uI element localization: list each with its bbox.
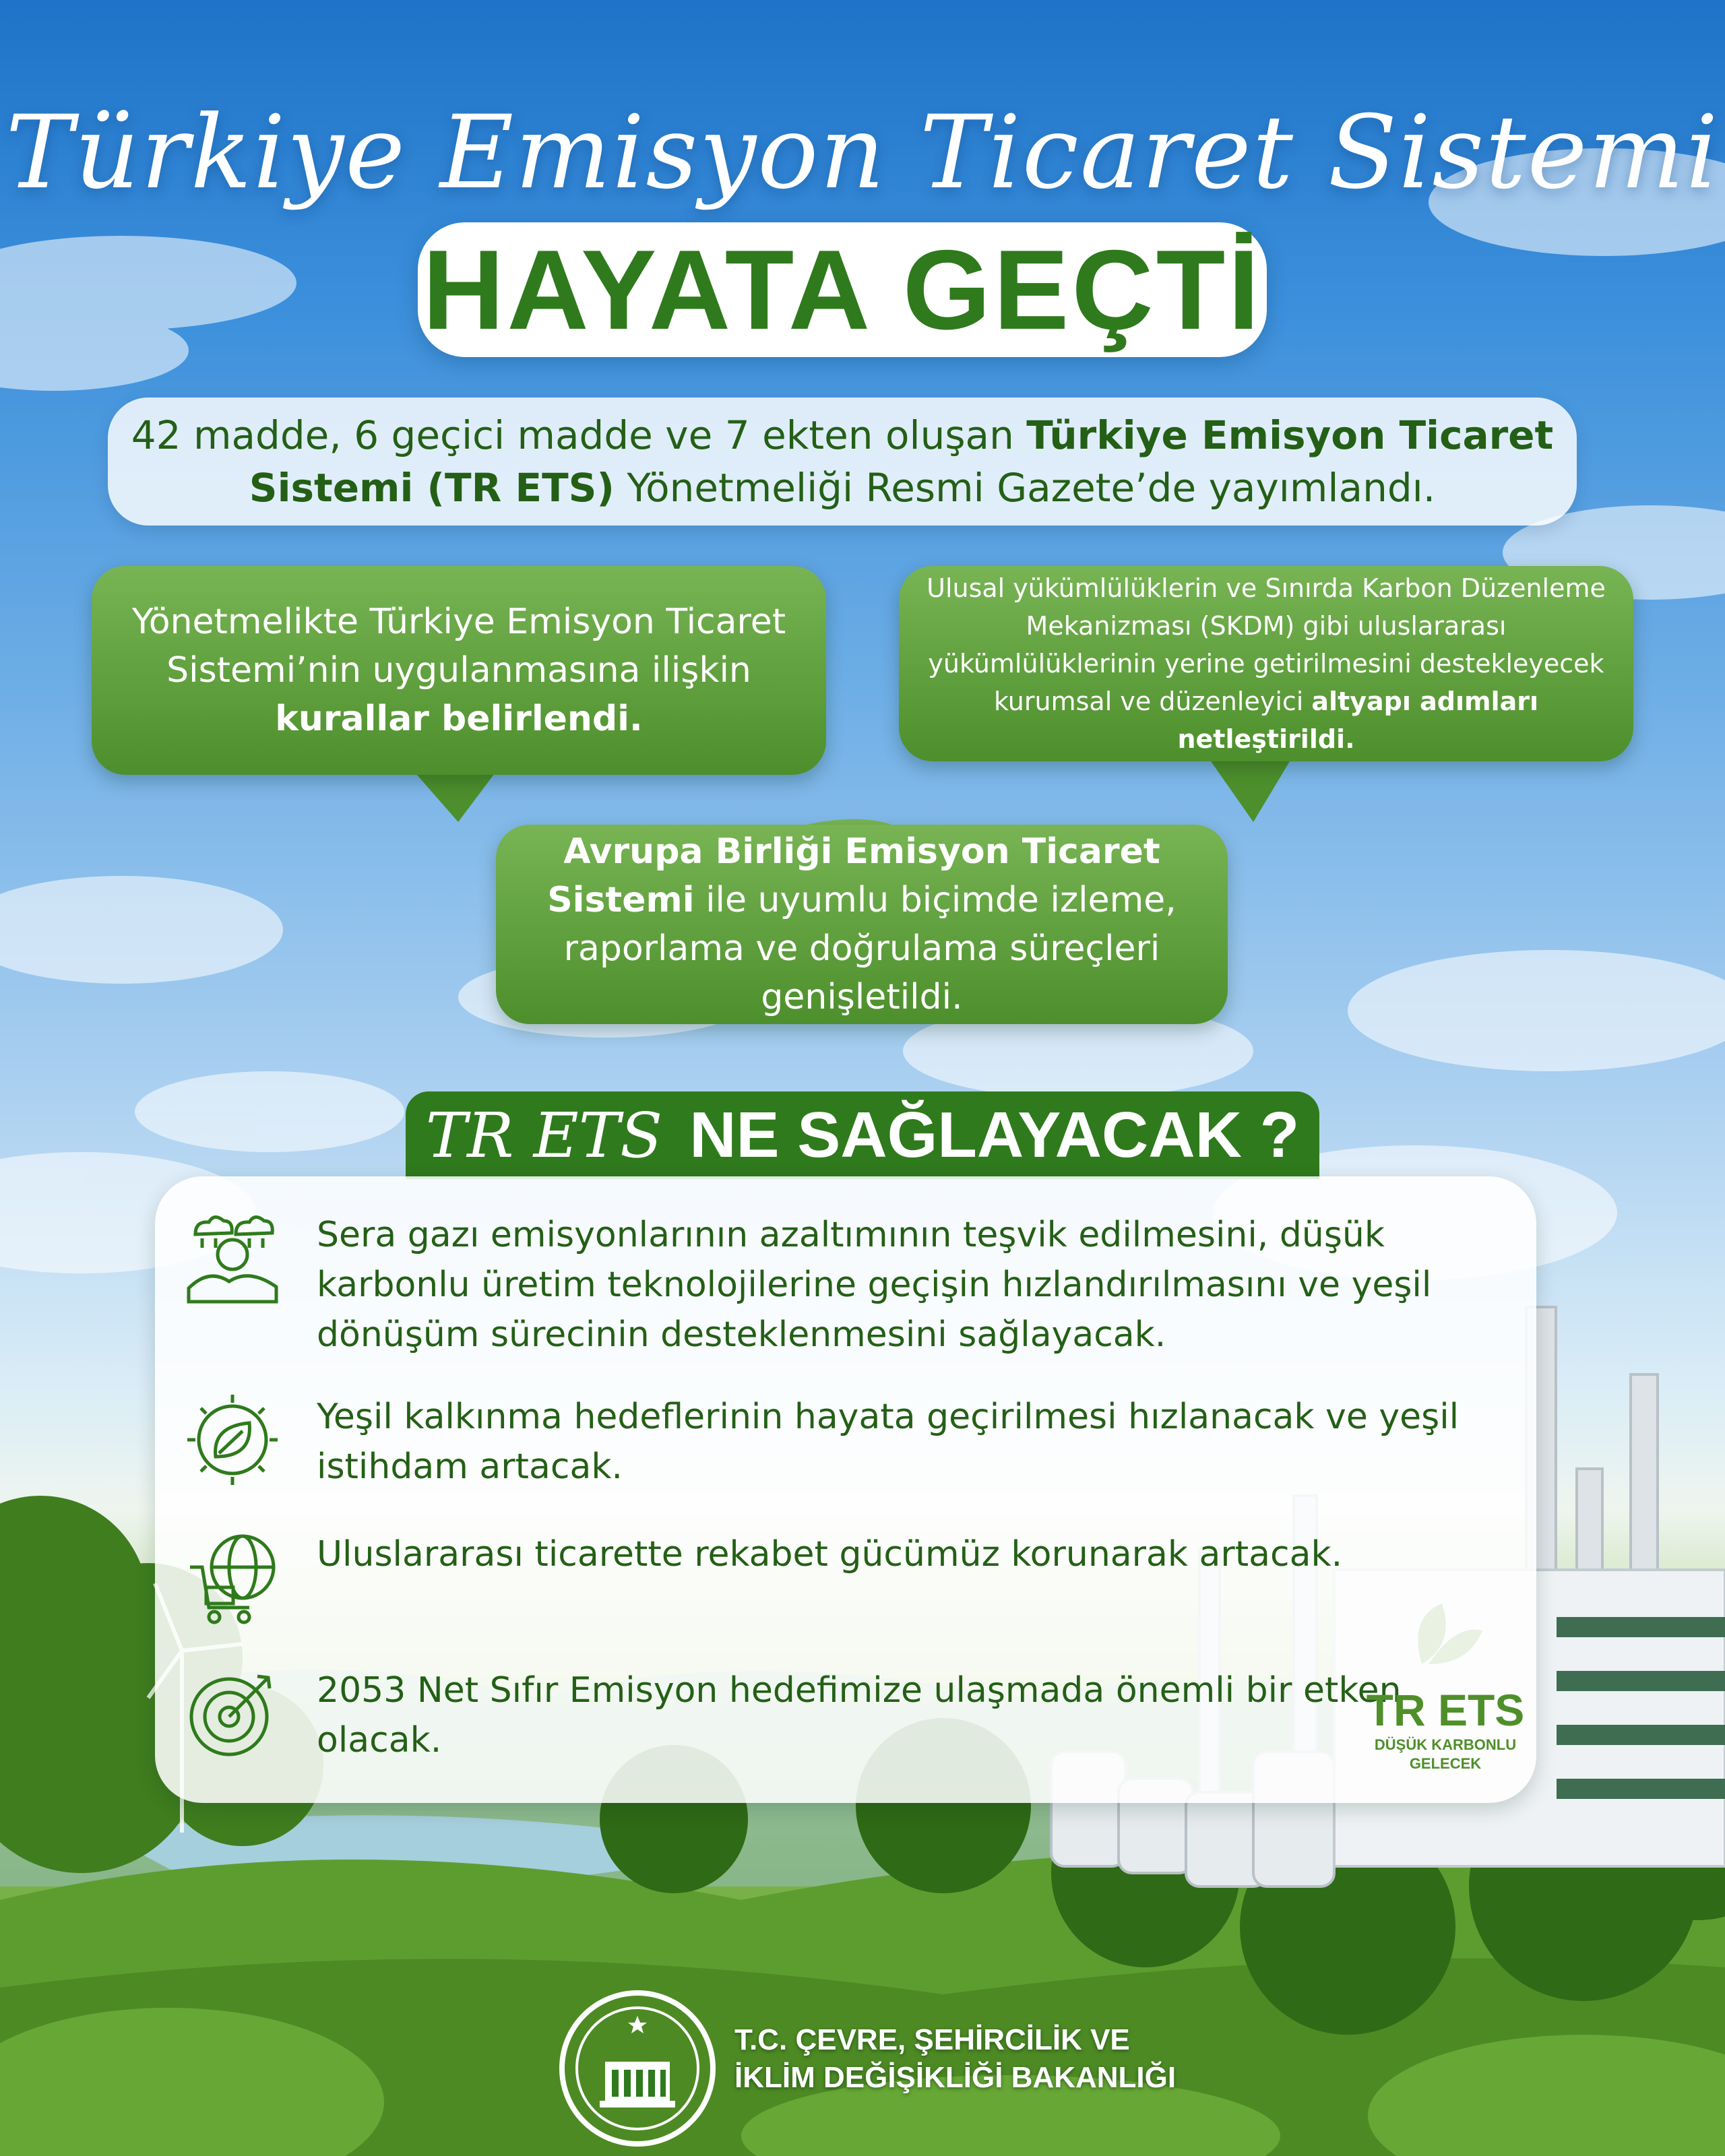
bubble-rules-text-bold: kurallar belirlendi.: [275, 699, 643, 739]
section-title-bold: NE SAĞLAYACAK ?: [689, 1099, 1300, 1171]
factory-sign-name: TR ETS: [1366, 1685, 1525, 1735]
globe-trade-icon: [182, 1527, 283, 1628]
factory-sign: [1354, 1684, 1536, 1773]
section-title-tab: [406, 1091, 1319, 1179]
speech-bubble-rules: [92, 566, 826, 775]
speech-bubble-eu-ets: [496, 825, 1228, 1024]
bubble-rules-text-regular: Yönetmelikte Türkiye Emisyon Ticaret Sistemi’nin uygulanmasına ilişkin: [131, 602, 786, 691]
intro-text-bold: Türkiye Emisyon Ticaret Sistemi (TR ETS): [249, 412, 1554, 511]
bubble-rules-text: [92, 598, 826, 743]
bubble-infrastructure-text: [899, 569, 1633, 758]
section-title-italic: TR ETS: [425, 1099, 663, 1172]
benefit-text-trade: Uluslararası ticarette rekabet gücümüz korunarak artacak.: [317, 1534, 1343, 1575]
green-gear-leaf-icon: [182, 1389, 283, 1490]
bubble-infrastructure-text-bold: altyapı adımları netleştirildi.: [1177, 687, 1539, 754]
factory-sign-line2: GELECEK: [1409, 1755, 1482, 1772]
bubble-eu-ets-text-regular: ile uyumlu biçimde izleme, raporlama ve doğrulama süreçleri genişletildi.: [563, 880, 1177, 1017]
target-icon: [182, 1663, 283, 1764]
emission-cloud-icon: [182, 1207, 283, 1308]
benefit-text-net-zero: 2053 Net Sıfır Emisyon hedefimize ulaşmada önemli bir etken olacak.: [317, 1670, 1402, 1761]
bubble-eu-ets-text-bold: Avrupa Birliği Emisyon Ticaret Sistemi: [547, 831, 1160, 920]
ministry-seal-logo: [557, 1988, 718, 2149]
ministry-name: [734, 2021, 1206, 2097]
benefits-panel: [155, 1176, 1536, 1803]
benefit-text-green-development: Yeşil kalkınma hedeflerinin hayata geçirilmesi hızlanacak ve yeşil istihdam artacak.: [317, 1397, 1460, 1487]
benefit-text-emissions: Sera gazı emisyonlarının azaltımının teşvik edilmesini, düşük karbonlu üretim teknolojilerine geçişin hızlandırılmasını ve yeşil dönüşüm sürecinin desteklenmesini sağlayacak.: [317, 1215, 1432, 1355]
ministry-name-line2: İKLİM DEĞİŞİKLİĞİ BAKANLIĞI: [734, 2061, 1177, 2094]
factory-sign-line1: DÜŞÜK KARBONLU: [1374, 1736, 1517, 1753]
ministry-name-line1: T.C. ÇEVRE, ŞEHİRCİLİK VE: [734, 2023, 1130, 2056]
bubble-eu-ets-text: [496, 827, 1228, 1021]
main-title: HAYATA GEÇTİ: [422, 226, 1262, 353]
script-title: Türkiye Emisyon Ticaret Sistemi: [5, 94, 1720, 212]
speech-bubble-infrastructure: [899, 566, 1633, 761]
bubble-infrastructure-text-regular: Ulusal yükümlülüklerin ve Sınırda Karbon Düzenleme Mekanizması (SKDM) gibi uluslararası yükümlülüklerinin yerine getirilmesini destekleyecek kurumsal ve düzenleyici: [927, 573, 1606, 716]
intro-text-part1: 42 madde, 6 geçici madde ve 7 ekten oluşan: [131, 412, 1027, 458]
intro-text-part2: Yönetmeliği Resmi Gazete’de yayımlandı.: [614, 465, 1436, 511]
